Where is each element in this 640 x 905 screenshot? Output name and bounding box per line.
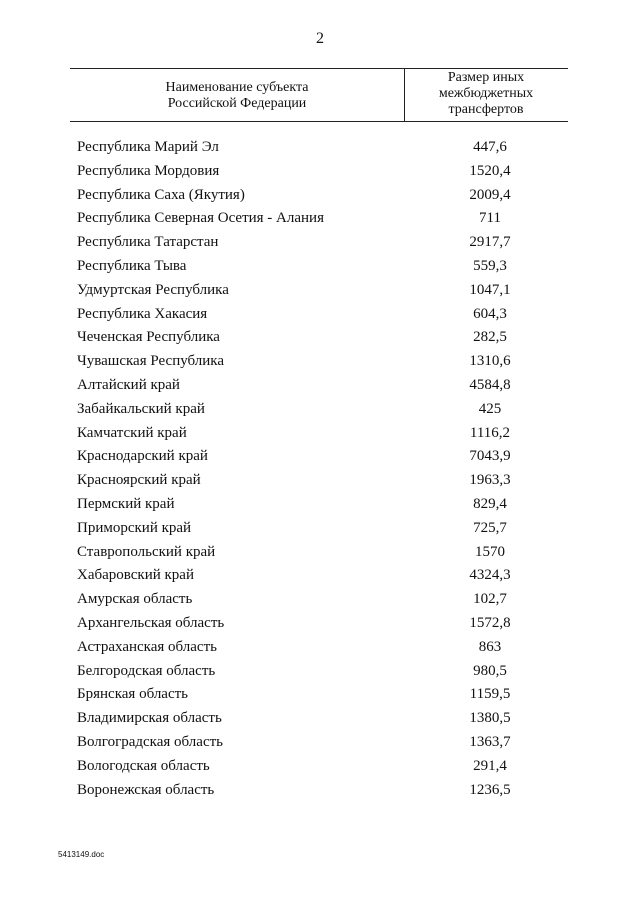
table-row [77,755,568,779]
region-name: Вологодская область [77,757,210,774]
table-row [77,541,568,565]
transfer-amount: 291,4 [473,757,507,774]
page-number: 2 [316,30,324,47]
table-row [77,445,568,469]
region-name: Забайкальский край [77,400,205,417]
region-name: Хабаровский край [77,567,194,584]
table-row [77,612,568,636]
region-name: Республика Хакасия [77,305,208,322]
region-name: Камчатский край [77,424,187,441]
table-body [77,136,568,802]
region-name: Волгоградская область [77,733,223,750]
transfer-amount: 2009,4 [469,186,511,203]
region-name: Республика Саха (Якутия) [77,186,245,203]
region-name: Владимирская область [77,710,222,727]
document-filename: 5413149.doc [58,850,105,859]
column-header-name [70,80,404,112]
table-row [77,279,568,303]
table-row [77,398,568,422]
table-row [77,493,568,517]
table-row [77,660,568,684]
table-row [77,517,568,541]
header-bottom-rule [70,121,568,122]
transfer-amount: 1047,1 [469,281,511,298]
transfer-amount: 282,5 [473,329,507,346]
region-name: Алтайский край [77,376,180,393]
region-name: Республика Мордовия [77,162,220,179]
table-row [77,326,568,350]
region-name: Чувашская Республика [77,353,225,370]
table-row [77,731,568,755]
table-row [77,184,568,208]
table-row [77,707,568,731]
region-name: Воронежская область [77,781,215,798]
table-row [77,564,568,588]
transfer-amount: 102,7 [473,591,507,608]
transfer-amount: 1570 [475,543,505,560]
table-row [77,469,568,493]
region-name: Республика Северная Осетия - Алания [77,210,324,227]
table-row [77,350,568,374]
region-name: Архангельская область [77,614,225,631]
region-name: Республика Марий Эл [77,139,219,155]
column-header-value-line: трансфертов [448,102,524,117]
transfer-amount: 1963,3 [469,472,511,489]
region-name: Брянская область [77,686,189,703]
region-name: Республика Татарстан [77,234,219,251]
column-header-name-line: Российской Федерации [167,96,307,111]
table-row [77,255,568,279]
region-name: Красноярский край [77,472,201,489]
region-name: Амурская область [77,591,193,608]
transfer-amount: 559,3 [473,257,507,274]
table-row [77,207,568,231]
transfer-amount: 711 [479,210,501,227]
region-name: Ставропольский край [77,543,216,560]
transfer-amount: 980,5 [473,662,507,679]
transfer-amount: 425 [478,400,502,417]
transfer-amount: 863 [478,638,502,655]
region-name: Белгородская область [77,662,216,679]
transfer-amount: 725,7 [473,519,507,536]
transfer-amount: 7043,9 [469,448,511,465]
table-row [77,231,568,255]
transfer-amount: 604,3 [473,305,507,322]
table-row [77,422,568,446]
transfer-amount: 1116,2 [469,424,511,441]
table-row [77,136,568,160]
transfer-amount: 1159,5 [469,686,511,703]
table-row [77,303,568,327]
transfer-amount: 1310,6 [469,353,511,370]
region-name: Республика Тыва [77,257,187,274]
transfer-amount: 2917,7 [469,234,511,251]
table-row [77,636,568,660]
table-top-rule [70,68,568,69]
region-name: Краснодарский край [77,448,208,465]
region-name: Астраханская область [77,638,217,655]
column-header-value [404,70,568,118]
transfer-amount: 829,4 [473,495,507,512]
region-name: Приморский край [77,519,192,536]
transfer-amount: 1520,4 [469,162,511,179]
region-name: Чеченская Республика [77,329,220,346]
transfer-amount: 4324,3 [469,567,511,584]
column-header-name-line: Наименование субъекта [165,80,309,95]
table-row [77,374,568,398]
table-row [77,683,568,707]
transfer-amount: 1380,5 [469,710,511,727]
transfer-amount: 1236,5 [469,781,511,798]
column-header-value-line: межбюджетных [438,86,534,101]
table-row [77,779,568,803]
region-name: Удмуртская Республика [77,281,229,298]
transfer-amount: 4584,8 [469,376,511,393]
transfer-amount: 1572,8 [469,614,511,631]
table-row [77,160,568,184]
table-row [77,588,568,612]
transfer-amount: 1363,7 [469,733,511,750]
column-header-value-line: Размер иных [447,70,525,85]
transfer-amount: 447,6 [473,139,507,155]
region-name: Пермский край [77,495,175,512]
